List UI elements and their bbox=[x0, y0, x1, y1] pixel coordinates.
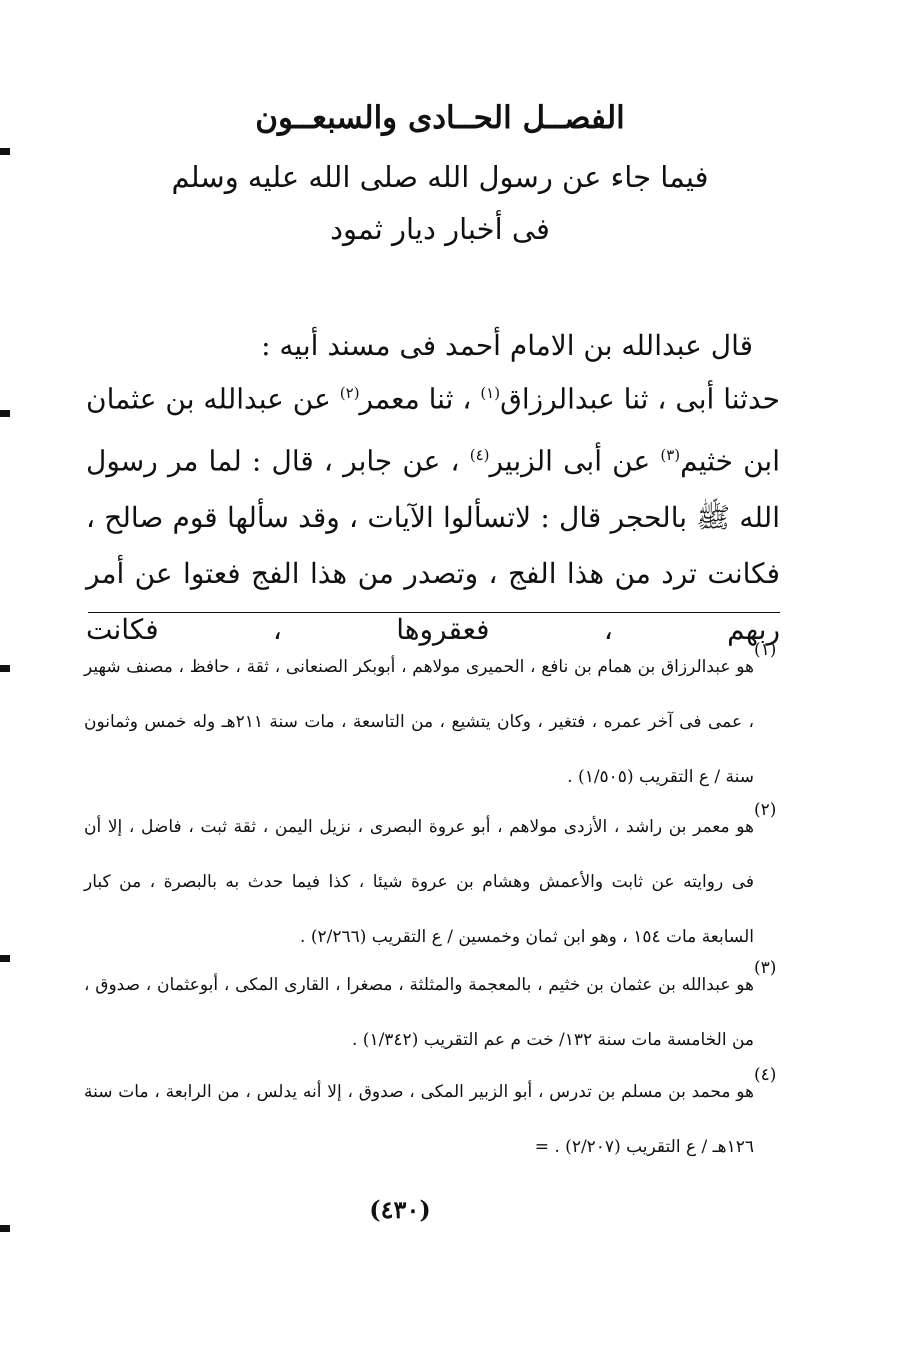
hadith-segment: حدثنا أبى ، ثنا عبدالرزاق bbox=[500, 382, 780, 416]
footnote-text: هو محمد بن مسلم بن تدرس ، أبو الزبير المكى ، صدوق ، إلا أنه يدلس ، من الرابعة ، مات سنة ١٢٦هـ / ع التقريب (٢/٢٠٧) . = bbox=[84, 1082, 754, 1157]
hadith-segment: ، ثنا معمر bbox=[359, 382, 481, 416]
page-number: (٤٣٠) bbox=[369, 1195, 431, 1224]
intro-line: قال عبدالله بن الامام أحمد فى مسند أبيه : bbox=[261, 329, 753, 362]
footnote-text: هو عبدالله بن عثمان بن خثيم ، بالمعجمة والمثلثة ، مصغرا ، القارى المكى ، أبوعثمان ، صدوق ، من الخامسة مات سنة ١٣٢/ خت م عم التقريب (١/٣٤٢) . bbox=[84, 975, 754, 1050]
footnote-number: (١) bbox=[754, 640, 777, 660]
footnote-separator bbox=[88, 612, 780, 613]
footnote-ref[interactable]: (١) bbox=[480, 384, 501, 402]
hadith-segment: عن أبى الزبير bbox=[489, 444, 661, 478]
chapter-subtitle: فيما جاء عن رسول الله صلى الله عليه وسلم bbox=[171, 160, 709, 194]
hadith-segment: ، عن جابر ، قال : لما مر رسول الله ﷺ بالحجر قال : لاتسألوا الآيات ، وقد سألها قوم صالح ، فكانت ترد من هذا الفج ، وتصدر من هذا الفج فعتوا عن أمر ربهم ، فعقروها ، فكانت bbox=[86, 444, 780, 646]
footnote-number: (٢) bbox=[754, 800, 777, 820]
footnote-text: هو معمر بن راشد ، الأزدى مولاهم ، أبو عروة البصرى ، نزيل اليمن ، ثقة ثبت ، فاضل ، إلا أن فى روايته عن ثابت والأعمش وهشام بن عروة شيئا ، كذا فيما حدث به بالبصرة ، من كبار السابعة مات ١٥٤ ، وهو ابن ثمان وخمسين / ع التقريب (٢/٢٦٦) . bbox=[84, 817, 754, 947]
margin-mark bbox=[0, 665, 10, 672]
hadith-text bbox=[86, 365, 780, 658]
chapter-title: الفصــل الحــادى والسبعــون bbox=[255, 100, 625, 136]
margin-mark bbox=[0, 955, 10, 962]
footnote-text: هو عبدالرزاق بن همام بن نافع ، الحميرى مولاهم ، أبوبكر الصنعانى ، ثقة ، حافظ ، مصنف شهير ، عمى فى آخر عمره ، فتغير ، وكان يتشيع ، من التاسعة ، مات سنة ٢١١هـ وله خمس وثمانون سنة / ع التقريب (١/٥٠٥) . bbox=[84, 657, 754, 787]
footnote-ref[interactable]: (٣) bbox=[660, 446, 681, 465]
margin-mark bbox=[0, 410, 10, 417]
margin-mark bbox=[0, 1225, 10, 1232]
footnote-number: (٣) bbox=[754, 958, 777, 978]
footnote-ref[interactable]: (٤) bbox=[469, 446, 490, 465]
margin-mark bbox=[0, 148, 10, 155]
footnote-ref[interactable]: (٢) bbox=[339, 384, 360, 402]
footnote-number: (٤) bbox=[754, 1065, 777, 1085]
hadith-segment: عن عبدالله بن عثمان ابن خثيم bbox=[86, 382, 780, 478]
chapter-subtitle: فى أخبار ديار ثمود bbox=[330, 212, 550, 246]
